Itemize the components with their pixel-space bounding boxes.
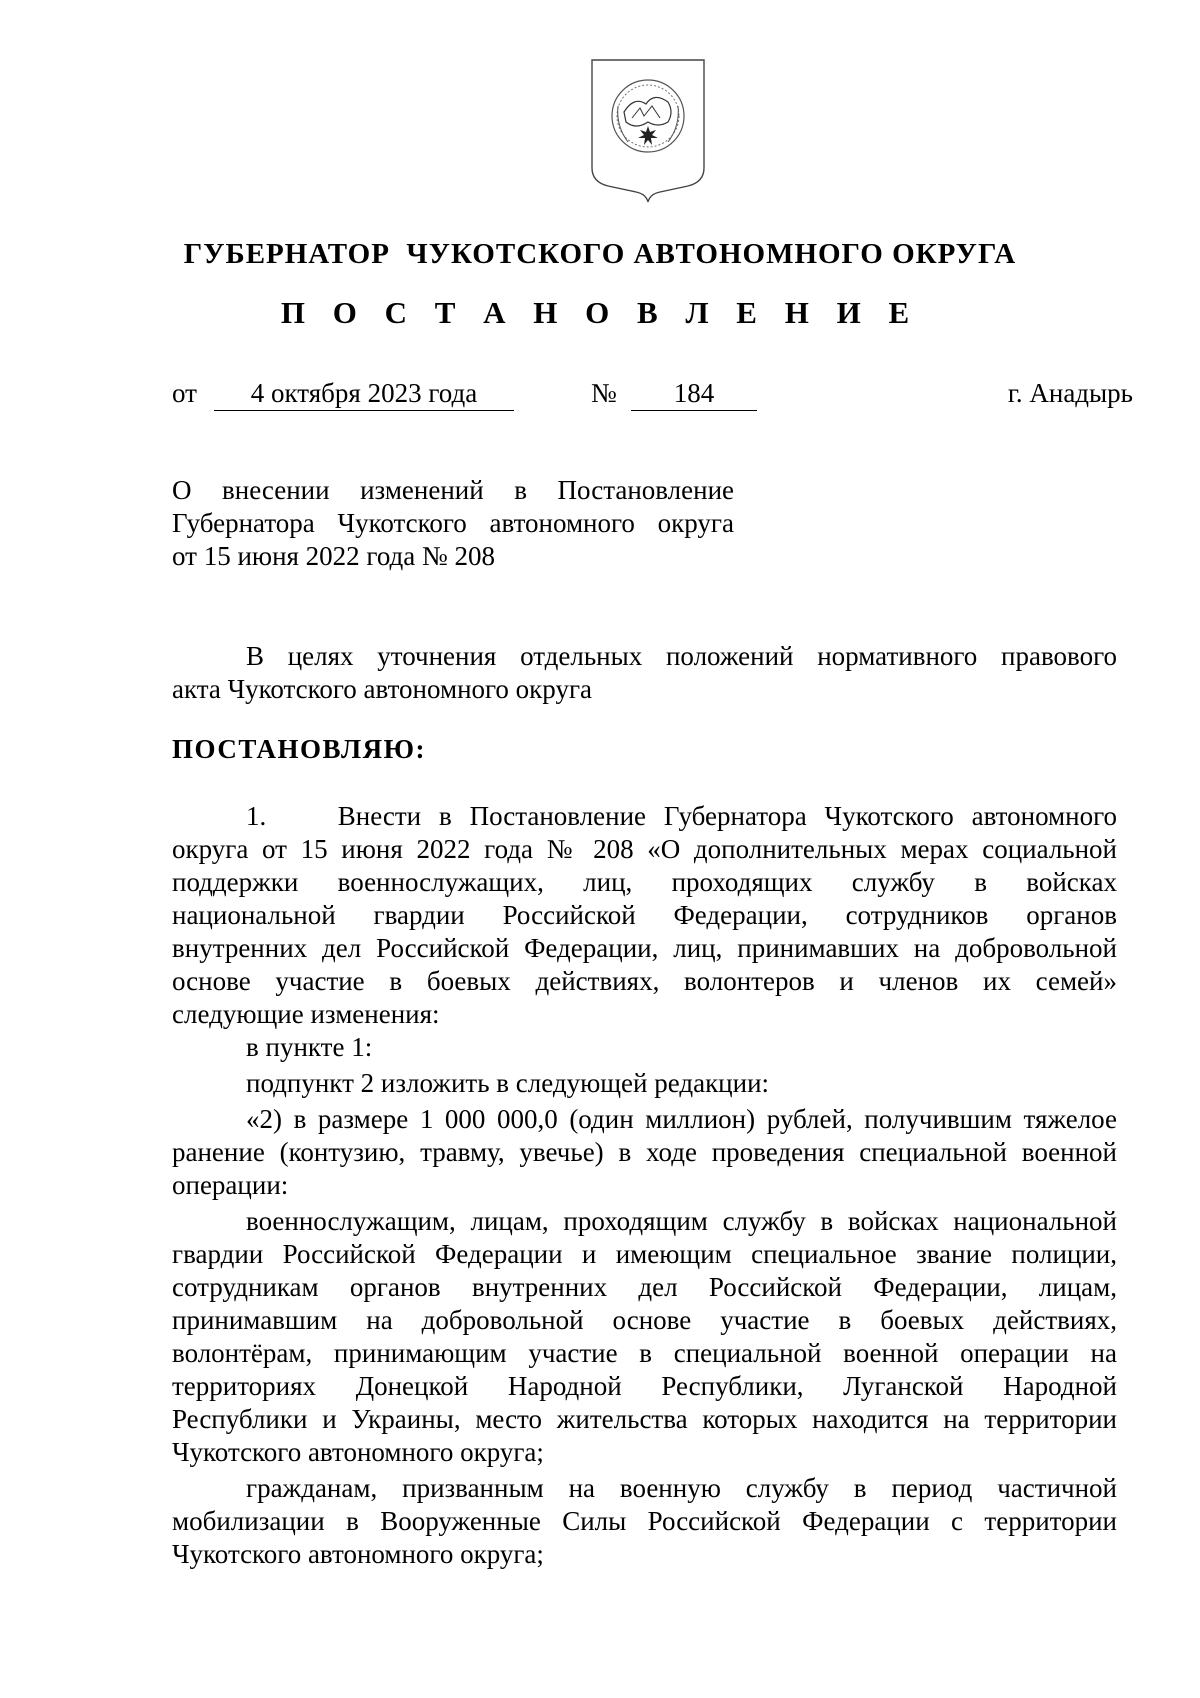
body-line: мобилизации в Вооруженные Силы Российской Федерации с территории [172,1506,1117,1536]
intro-line: В целях уточнения отдельных положений нормативного правового [246,641,1117,671]
document-subject [172,474,734,573]
body-line: подпункт 2 изложить в следующей редакции: [246,1068,770,1098]
body-line: следующие изменения: [172,999,440,1029]
body-line: «2) в размере 1 000 000,0 (один миллион) рублей, получившим тяжелое [246,1104,1117,1134]
paragraph-2 [172,1031,1117,1064]
body-line: поддержки военнослужащих, лиц, проходящих службу в войсках [172,867,1117,897]
document-number: 184 [631,376,757,411]
body-line: территориях Донецкой Народной Республики, Луганской Народной [172,1371,1117,1401]
subject-line: Губернатора Чукотского автономного округа [172,508,734,538]
body-line: Республики и Украины, место жительства которых находится на территории [172,1404,1117,1434]
coat-of-arms-icon [588,56,708,206]
intro-paragraph [172,640,1117,706]
paragraph-6 [172,1472,1117,1571]
body-line: операции: [172,1170,289,1200]
body-line: принимавшим на добровольной основе участие в боевых действиях, [172,1305,1117,1335]
paragraph-4 [172,1103,1117,1202]
body-line: национальной гвардии Российской Федерации, сотрудников органов [172,900,1117,930]
body-line: округа от 15 июня 2022 года № 208 «О дополнительных мерах социальной [172,834,1117,864]
paragraph-1 [172,800,1117,1031]
paragraph-3 [172,1067,1117,1100]
document-type-title: П О С Т А Н О В Л Е Н И Е [280,295,920,330]
body-line: волонтёрам, принимающим участие в специальной военной операции на [172,1338,1117,1368]
governor-title: ГУБЕРНАТОР ЧУКОТСКОГО АВТОНОМНОГО ОКРУГА [183,238,1017,270]
body-line: гражданам, призванным на военную службу в период частичной [246,1473,1117,1503]
document-date: 4 октября 2023 года [214,376,514,411]
body-line: ранение (контузию, травму, увечье) в ходе проведения специальной военной [172,1137,1117,1167]
body-line: в пункте 1: [246,1032,373,1062]
subject-line: от 15 июня 2022 года № 208 [172,541,496,571]
number-label: № [591,378,617,408]
body-line: военнослужащим, лицам, проходящим службу в войсках национальной [246,1206,1117,1236]
body-line: основе участие в боевых действиях, волонтеров и членов их семей» [172,966,1117,996]
decree-word: ПОСТАНОВЛЯЮ: [172,734,426,764]
body-line: Чукотского автономного округа; [172,1539,544,1569]
body-line: гвардии Российской Федерации и имеющим специальное звание полиции, [172,1239,1117,1269]
body-line: Чукотского автономного округа; [172,1437,544,1467]
date-prefix: от [172,378,197,408]
paragraph-5 [172,1205,1117,1469]
body-line: 1. Внести в Постановление Губернатора Чукотского автономного [246,801,1117,831]
subject-line: О внесении изменений в Постановление [172,475,734,505]
intro-line: акта Чукотского автономного округа [172,674,593,704]
body-line: внутренних дел Российской Федерации, лиц, принимавших на добровольной [172,933,1117,963]
decree-body [172,800,1117,1571]
body-line: сотрудникам органов внутренних дел Российской Федерации, лицам, [172,1272,1117,1302]
document-city: г. Анадырь [1007,378,1133,408]
